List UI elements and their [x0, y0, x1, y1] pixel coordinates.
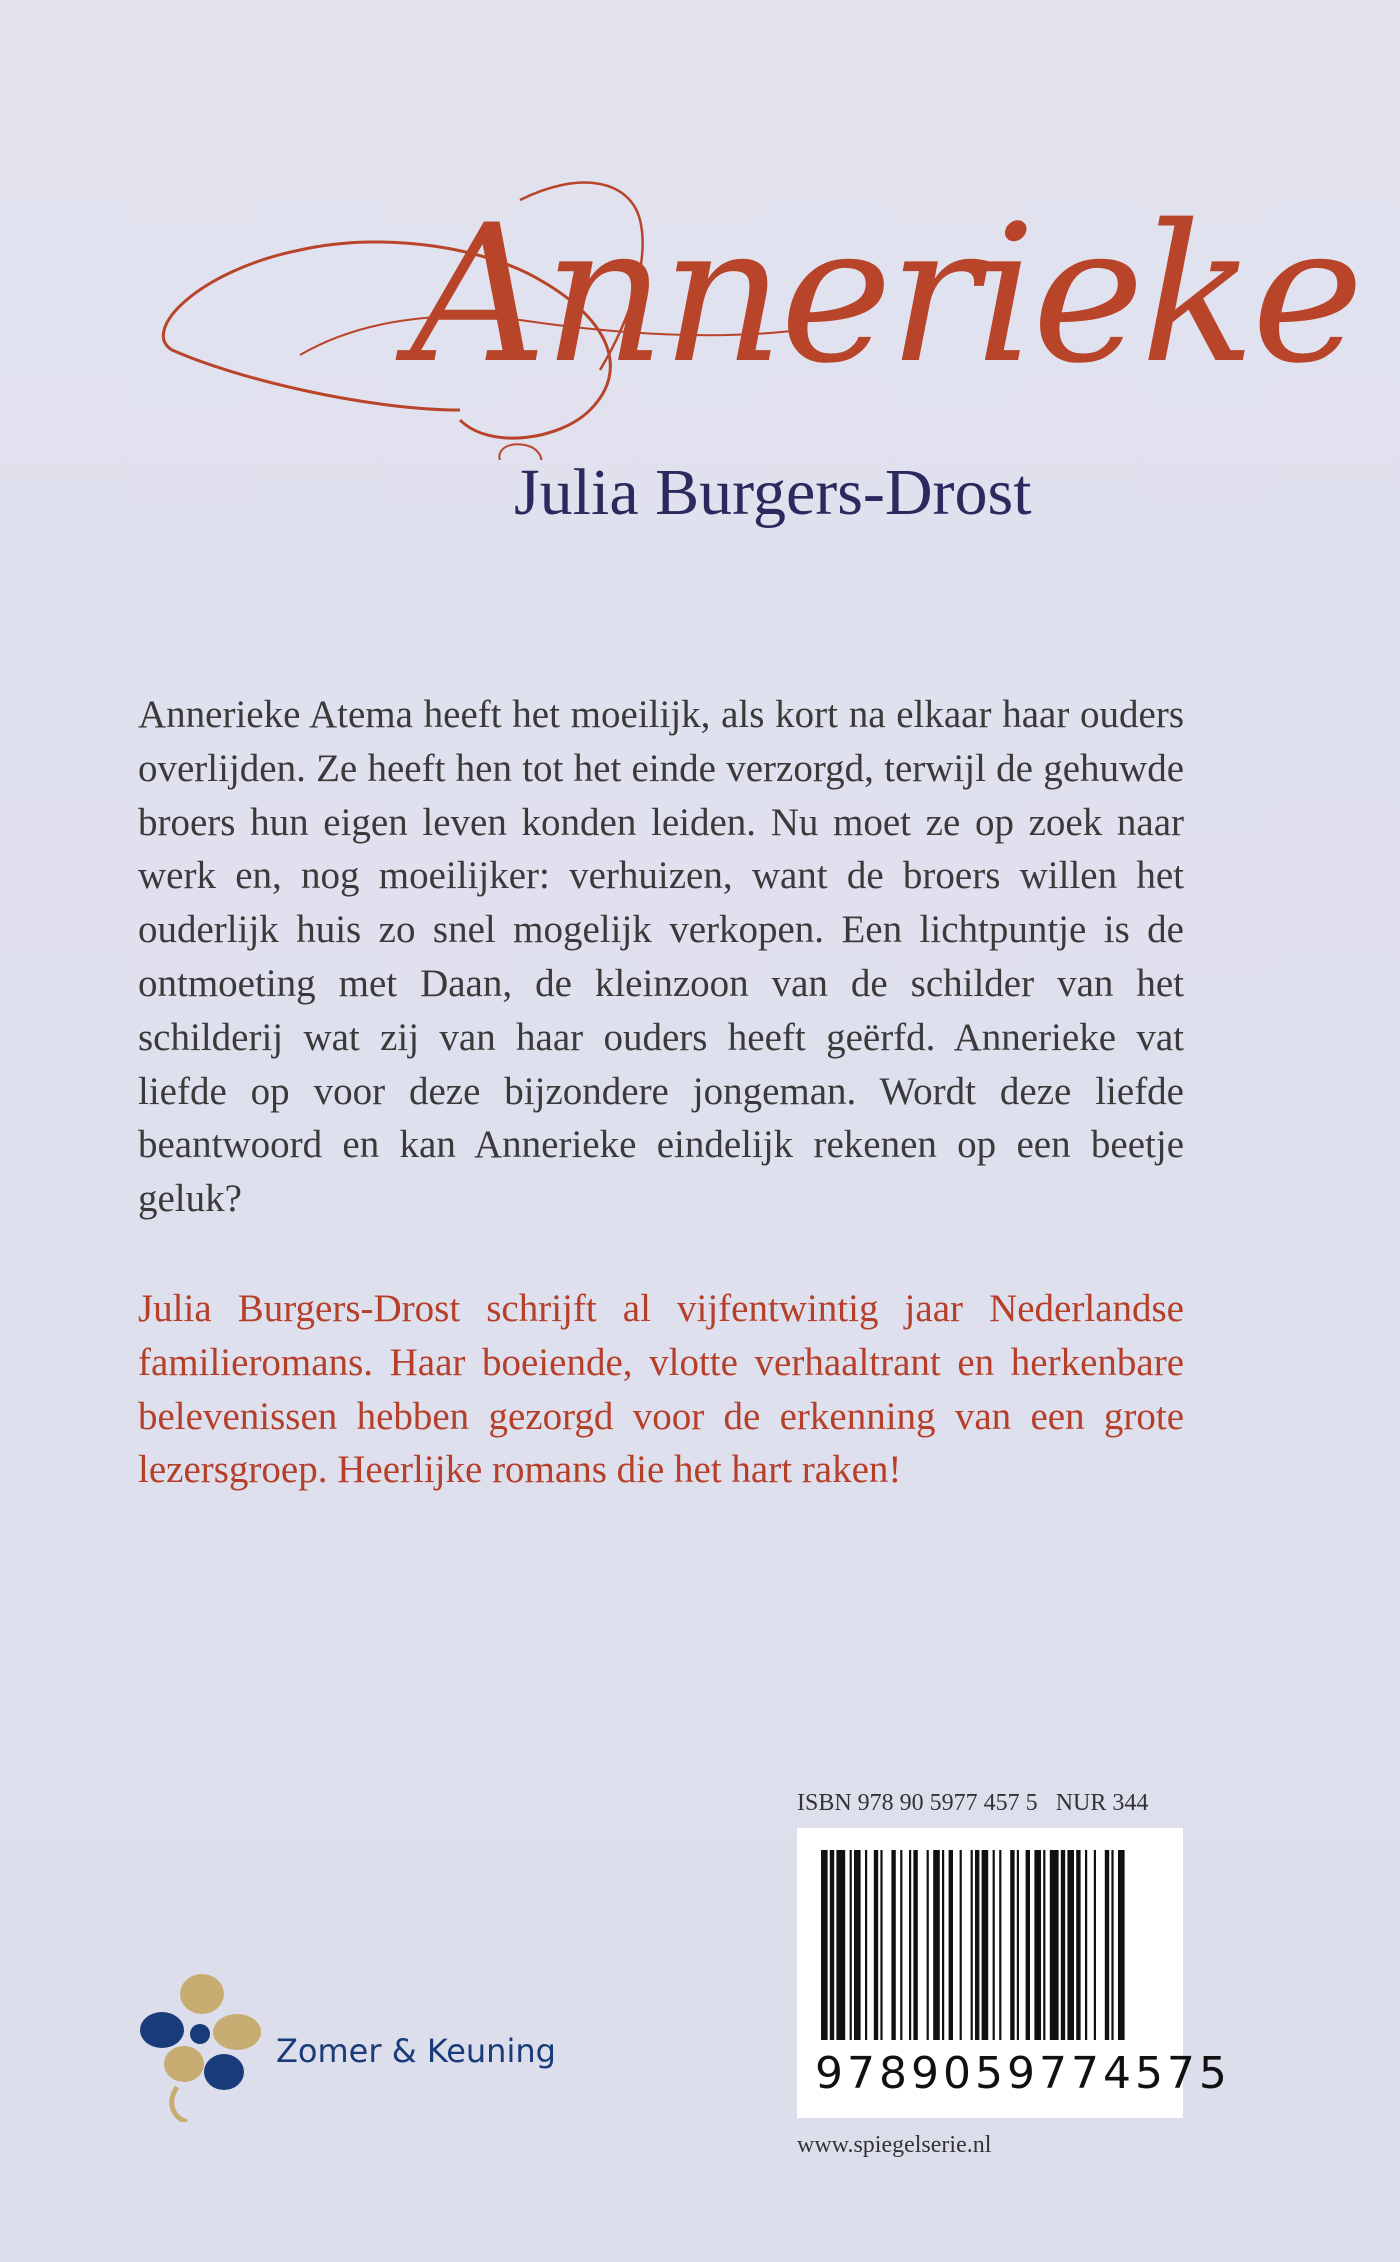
barcode-bar — [836, 1850, 845, 2040]
publisher-flower-icon — [132, 1972, 272, 2122]
barcode-bar — [1094, 1850, 1096, 2040]
barcode-bar — [1017, 1850, 1019, 2040]
barcode-bar — [821, 1850, 828, 2040]
barcode-bar — [1010, 1850, 1014, 2040]
barcode-bar — [971, 1850, 973, 2040]
barcode-bar — [1061, 1850, 1065, 2040]
book-title: Annerieke — [410, 184, 1360, 405]
publisher-name: Zomer & Keuning — [276, 2032, 556, 2070]
barcode-bar — [850, 1850, 852, 2040]
barcode-bar — [960, 1850, 962, 2040]
barcode-bar — [1067, 1850, 1074, 2040]
author-name: Julia Burgers-Drost — [514, 456, 1032, 529]
barcode-bar — [982, 1850, 989, 2040]
barcode-bar — [975, 1850, 979, 2040]
author-bio: Julia Burgers-Drost schrijft al vijfentwintig jaar Nederlandse familieromans. Haar boeiende, vlotte verhaaltrant en herkenbare belevenissen hebben gezorgd voor de erkenning van een grote lezersgroep. Heerlijke romans die het hart raken! — [138, 1287, 1184, 1492]
barcode-bar — [1105, 1850, 1109, 2040]
barcode-bar — [880, 1850, 882, 2040]
barcode-bar — [1085, 1850, 1087, 2040]
book-blurb: Annerieke Atema heeft het moeilijk, als kort na elkaar haar ouders overlijden. Ze heeft hen tot het einde verzorgd, terwijl de gehuwde broers hun eigen leven konden leiden. Nu moet ze op zoek naar werk en, nog moeilijker: verhuizen, want de broers willen het ouderlijk huis zo snel mogelijk verkopen. Een lichtpuntje is de ontmoeting met Daan, de kleinzoon van de schilder van het schilderij wat zij van haar ouders heeft geërfd. Annerieke vat liefde op voor deze bijzondere jongeman. Wordt deze liefde beantwoord en kan Annerieke eindelijk rekenen op een beetje geluk? — [138, 693, 1184, 1221]
barcode-digits: 9789059774575 — [815, 2048, 1231, 2099]
barcode-bar — [909, 1850, 911, 2040]
barcode-bar — [1118, 1850, 1125, 2040]
barcode-bar — [1026, 1850, 1030, 2040]
barcode-bar — [1050, 1850, 1059, 2040]
barcode-bar — [830, 1850, 834, 2040]
barcode-bar — [1034, 1850, 1041, 2040]
nur-code: NUR 344 — [1055, 1790, 1149, 1816]
barcode-bar — [949, 1850, 953, 2040]
barcode-bar — [993, 1850, 995, 2040]
barcode-bar — [900, 1850, 902, 2040]
barcode-bar — [874, 1850, 878, 2040]
barcode-bar — [933, 1850, 940, 2040]
barcode-bar — [942, 1850, 944, 2040]
isbn-number: ISBN 978 90 5977 457 5 — [797, 1790, 1038, 1816]
publisher-block — [132, 1972, 572, 2122]
barcode-bar — [913, 1850, 917, 2040]
isbn-line — [797, 1790, 1148, 1817]
barcode-bar — [891, 1850, 895, 2040]
barcode-bar — [1043, 1850, 1045, 2040]
barcode — [797, 1828, 1231, 2118]
barcode-bar — [999, 1850, 1001, 2040]
title-block — [160, 160, 1360, 460]
barcode-bar — [927, 1850, 929, 2040]
barcode-bars — [797, 1828, 1183, 2048]
barcode-bar — [854, 1850, 861, 2040]
barcode-bar — [1076, 1850, 1080, 2040]
barcode-bar — [865, 1850, 867, 2040]
website-url: www.spiegelserie.nl — [797, 2132, 992, 2158]
barcode-bar — [1111, 1850, 1113, 2040]
